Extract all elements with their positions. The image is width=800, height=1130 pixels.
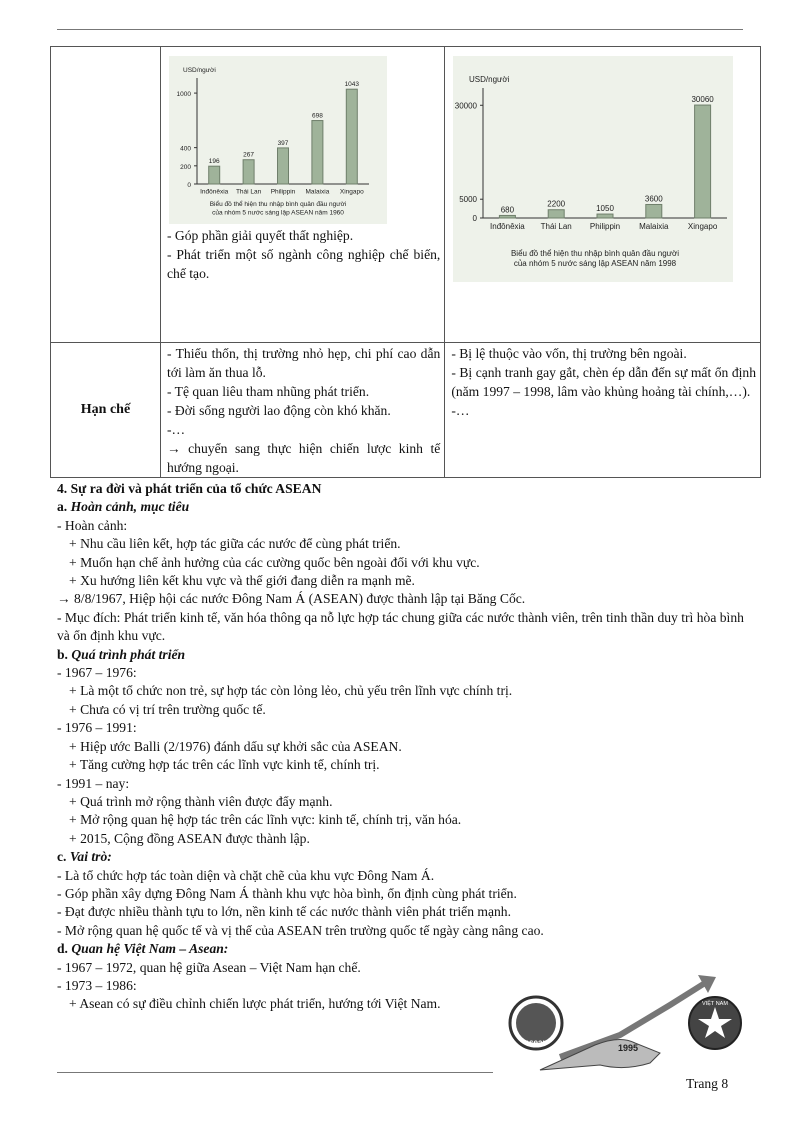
- list-item: -…: [451, 403, 470, 418]
- list-item: - Góp phần giải quyết thất nghiệp.: [167, 228, 354, 243]
- bar: [549, 210, 565, 218]
- bar: [346, 89, 357, 184]
- list-item: + Xu hướng liên kết khu vực và thế giới đang diễn ra mạnh mẽ.: [69, 573, 415, 589]
- list-item: - 1967 – 1972, quan hệ giữa Asean – Việt Nam hạn chế.: [57, 959, 361, 975]
- list-item: + Mở rộng quan hệ hợp tác trên các lĩnh vực: kinh tế, chính trị, văn hóa.: [69, 812, 462, 828]
- y-tick-label: 400: [180, 145, 191, 153]
- page-number: Trang 8: [686, 1076, 729, 1091]
- data-label: 30060: [691, 95, 715, 105]
- chart-caption-line2: của nhóm 5 nước sáng lập ASEAN năm 1960: [212, 209, 344, 217]
- chart-caption-line1: Biểu đồ thể hiện thu nhập bình quân đầu người: [209, 201, 347, 208]
- list-item: - Đạt được nhiều thành tựu to lớn, nền kinh tế các nước thành viên phát triển mạnh.: [57, 904, 512, 920]
- y-tick-label: 30000: [455, 101, 478, 111]
- list-item: - Là tổ chức hợp tác toàn diện và chặt chẽ của khu vực Đông Nam Á.: [57, 867, 435, 883]
- cell-chart-1960: [161, 47, 445, 343]
- data-label: 1050: [596, 204, 615, 214]
- list-item: - Mục đích: Phát triển kinh tế, văn hóa thông qa nỗ lực hợp tác chung giữa các nước thành viên, trên tinh thần duy trì hòa bình và ổn định khu vực.: [57, 609, 744, 644]
- x-tick-label: Inđônêxia: [490, 222, 526, 231]
- y-tick-label: 5000: [459, 195, 478, 205]
- handshake-illustration: [500, 965, 748, 1072]
- list-item: + Nhu cầu liên kết, hợp tác giữa các nước để cùng phát triển.: [69, 536, 401, 552]
- comparison-table: [50, 46, 761, 478]
- data-label: 2200: [547, 199, 566, 209]
- x-tick-label: Thái Lan: [235, 188, 262, 196]
- bar: [500, 215, 516, 218]
- footer-rule: [57, 1072, 493, 1073]
- subsection-a-heading: [57, 498, 747, 516]
- x-tick-label: Xingapo: [688, 222, 718, 231]
- list-item: - 1973 – 1986:: [57, 977, 137, 993]
- row1-col2-text: [161, 226, 444, 283]
- handshake-icon: [540, 1039, 660, 1070]
- chart-1998: [453, 56, 733, 282]
- list-item: - Đời sống người lao động còn khó khăn.: [167, 403, 391, 418]
- x-tick-label: Xingapo: [339, 188, 364, 196]
- bar: [597, 214, 613, 218]
- bar: [695, 105, 711, 218]
- y-tick-label: 0: [187, 182, 191, 189]
- row-label-han-che: Hạn chế: [51, 343, 161, 478]
- subsection-c-title: Vai trò:: [69, 849, 112, 865]
- x-tick-label: Philippin: [270, 188, 296, 196]
- list-item: - 1991 – nay:: [57, 775, 130, 791]
- year-label: 1995: [617, 1043, 639, 1053]
- data-label: 3600: [645, 194, 664, 204]
- row2-col2: [161, 343, 445, 478]
- list-item: - Bị cạnh tranh gay gắt, chèn ép dẫn đến sự mất ổn định (năm 1997 – 1998, lâm vào khủng hoảng tài chính,…).: [451, 365, 756, 399]
- y-tick-label: 0: [472, 214, 478, 223]
- list-item: + 2015, Cộng đồng ASEAN được thành lập.: [69, 830, 310, 846]
- list-item: → chuyển sang thực hiện chiến lược kinh tế hướng ngoại.: [167, 441, 441, 475]
- section-title: 4. Sự ra đời và phát triển của tổ chức ASEAN: [57, 481, 322, 496]
- bar: [646, 204, 662, 218]
- list-item: - Mở rộng quan hệ quốc tế và vị thế của ASEAN trên trường quốc tế ngày càng nâng cao.: [57, 922, 544, 938]
- list-item: - Thiếu thốn, thị trường nhỏ hẹp, chi phí cao dẫn tới làm ăn thua lỗ.: [167, 346, 441, 380]
- row2-col3: [445, 343, 761, 478]
- data-label: 680: [501, 205, 515, 215]
- list-item: - Phát triển một số ngành công nghiệp chế biến, chế tạo.: [167, 247, 441, 281]
- list-item: + Hiệp ước Balli (2/1976) đánh dấu sự khởi sắc của ASEAN.: [69, 738, 402, 754]
- header-rule: [57, 29, 743, 30]
- chart-caption-line1: Biểu đồ thể hiện thu nhập bình quân đầu người: [511, 249, 680, 258]
- chart-1960: [169, 56, 387, 224]
- subsection-d-title: Quan hệ Việt Nam – Asean:: [71, 941, 229, 957]
- data-label: 698: [311, 112, 323, 120]
- chart-caption-line2: của nhóm 5 nước sáng lập ASEAN năm 1998: [514, 259, 677, 268]
- bar: [278, 148, 289, 184]
- subsection-b-title: Quá trình phát triển: [71, 646, 186, 662]
- list-item: + Chưa có vị trí trên trường quốc tế.: [69, 701, 266, 717]
- y-axis-label: USD/người: [183, 67, 216, 74]
- list-item: - 1967 – 1976:: [57, 665, 137, 681]
- subsection-c-heading: [57, 848, 747, 866]
- vietnam-label: VIỆT NAM: [702, 1001, 728, 1007]
- subsection-a-title: Hoàn cảnh, mục tiêu: [70, 499, 190, 515]
- list-item: → 8/8/1967, Hiệp hội các nước Đông Nam Á (ASEAN) được thành lập tại Băng Cốc.: [57, 591, 526, 607]
- bar: [312, 121, 323, 184]
- asean-label: asean: [524, 1038, 548, 1047]
- x-tick-label: Malaixia: [639, 222, 669, 231]
- data-label: 267: [243, 151, 255, 159]
- x-tick-label: Malaixia: [305, 188, 330, 196]
- data-label: 196: [208, 158, 220, 166]
- subsection-d-prefix: d.: [57, 941, 72, 957]
- bar: [243, 160, 254, 184]
- asean-emblem-inner: [516, 1003, 556, 1043]
- list-item: + Tăng cường hợp tác trên các lĩnh vực kinh tế, chính trị.: [69, 757, 380, 773]
- list-item: - Hoàn cảnh:: [57, 517, 128, 533]
- cell-chart-1998: [445, 47, 761, 343]
- data-label: 397: [277, 139, 289, 147]
- x-tick-label: Philippin: [590, 222, 621, 231]
- list-item: + Quá trình mở rộng thành viên được đẩy mạnh.: [69, 793, 333, 809]
- x-tick-label: Inđônêxia: [200, 188, 229, 196]
- subsection-d-heading: [57, 940, 747, 958]
- section-4: [57, 480, 747, 1014]
- subsection-a-prefix: a.: [57, 499, 71, 515]
- subsection-c-prefix: c.: [57, 849, 70, 865]
- x-tick-label: Thái Lan: [540, 222, 573, 231]
- list-item: - 1976 – 1991:: [57, 720, 137, 736]
- list-item: + Muốn hạn chế ảnh hưởng của các cường quốc bên ngoài đối với khu vực.: [69, 554, 480, 570]
- y-axis-label: USD/người: [469, 75, 510, 84]
- subsection-b-heading: [57, 646, 747, 664]
- list-item: -…: [167, 422, 186, 437]
- list-item: - Tệ quan liêu tham nhũng phát triển.: [167, 384, 370, 399]
- list-item: + Asean có sự điều chỉnh chiến lược phát triển, hướng tới Việt Nam.: [69, 996, 441, 1012]
- table-row: [51, 343, 761, 478]
- list-item: + Là một tổ chức non trẻ, sự hợp tác còn lỏng lẻo, chủ yếu trên lĩnh vực chính trị.: [69, 683, 513, 699]
- chart-1960-panel: [169, 56, 387, 224]
- list-item: - Góp phần xây dựng Đông Nam Á thành khu vực hòa bình, ổn định cùng phát triển.: [57, 885, 517, 901]
- table-row: [51, 47, 761, 343]
- asean-vietnam-illustration: [500, 965, 748, 1072]
- y-tick-label: 1000: [176, 91, 191, 99]
- list-item: - Bị lệ thuộc vào vốn, thị trường bên ngoài.: [451, 346, 687, 361]
- y-tick-label: 200: [180, 163, 191, 171]
- chart-1998-panel: [453, 56, 733, 282]
- data-label: 1043: [344, 81, 360, 89]
- bar: [209, 166, 220, 184]
- row-label-empty: [51, 47, 161, 343]
- subsection-b-prefix: b.: [57, 646, 72, 662]
